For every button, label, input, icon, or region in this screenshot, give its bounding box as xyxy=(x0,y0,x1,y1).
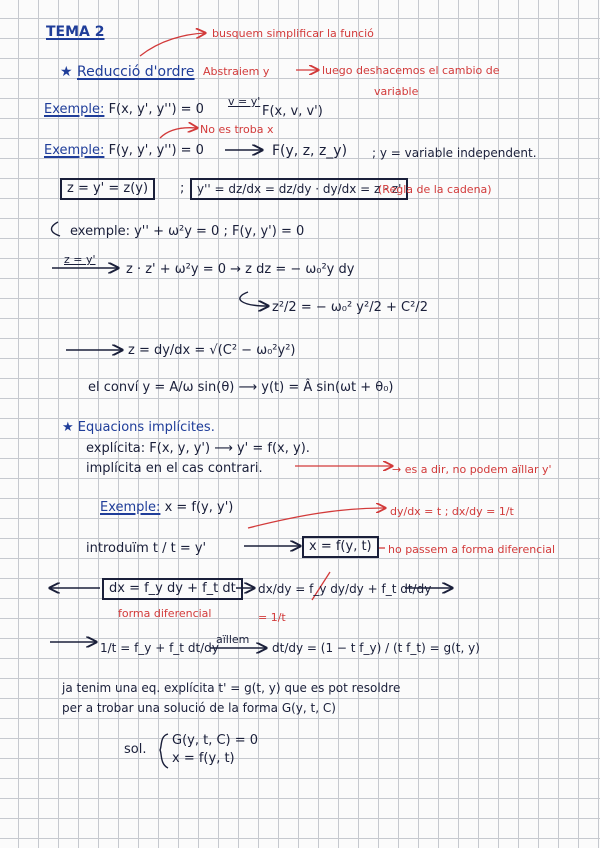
implicit-label: Equacions implícites. xyxy=(77,420,215,435)
note-implicita: → es a dir, no podem aïllar y' xyxy=(392,463,552,476)
eq-final-right: dt/dy = (1 − t f_y) / (t f_t) = g(t, y) xyxy=(272,641,480,655)
text-line-2: per a trobar una solució de la forma G(y, t, C) xyxy=(62,701,336,715)
arrow-red xyxy=(248,508,385,528)
sol-equation-2: x = f(y, t) xyxy=(172,751,235,766)
box-chain-rule: y'' = dz/dx = dz/dy · dy/dx = z · z' xyxy=(190,178,408,200)
box-x-f: x = f(y, t) xyxy=(302,536,379,558)
implicit-heading xyxy=(62,420,215,436)
explicita-line: explícita: F(x, y, y') ⟶ y' = f(x, y). xyxy=(86,441,310,456)
note-forma-diferencial: ho passem a forma diferencial xyxy=(388,543,556,556)
star-icon: ★ xyxy=(62,420,74,435)
ex2-result: F(y, z, z_y) xyxy=(272,143,348,159)
reduccio-heading xyxy=(60,64,195,80)
ex1-substitution: v = y' xyxy=(228,95,261,108)
sol-block xyxy=(172,732,258,768)
arrow-equation: dx/dy = f_y dy/dy + f_t dt/dy xyxy=(258,582,432,596)
introduim-line: introduïm t / t = y' xyxy=(86,541,207,556)
semicolon: ; xyxy=(180,181,185,196)
eq-z2: z²/2 = − ω₀² y²/2 + C²/2 xyxy=(272,300,428,315)
arrow xyxy=(240,292,268,306)
brace xyxy=(160,734,168,768)
note-dydx: dy/dx = t ; dx/dy = 1/t xyxy=(390,505,514,518)
exemple-label: Exemple: xyxy=(100,500,161,515)
sub-label: z = y' xyxy=(64,253,96,266)
note-forma-diferencial-2: forma diferencial xyxy=(118,607,212,620)
exemple-oscillator: exemple: y'' + ω²y = 0 ; F(y, y') = 0 xyxy=(70,224,305,239)
note-no-troba-x: No es troba x xyxy=(200,123,274,136)
note-abstraiem: Abstraiem y xyxy=(203,65,270,78)
tema-title: TEMA 2 xyxy=(46,24,105,40)
eq-final-left: 1/t = f_y + f_t dt/dy xyxy=(100,641,219,655)
arrow xyxy=(52,222,61,236)
exemple-1 xyxy=(44,102,204,118)
eq-z3: z = dy/dx = √(C² − ω₀²y²) xyxy=(128,343,296,358)
arrow-red xyxy=(140,33,205,56)
ex2-note: ; y = variable independent. xyxy=(372,146,537,160)
reduccio-label: Reducció d'ordre xyxy=(77,64,195,80)
note-1-over-t: = 1/t xyxy=(258,611,286,624)
exemple-3 xyxy=(100,500,233,516)
note-variable: variable xyxy=(374,85,419,98)
sol-label: sol. xyxy=(124,742,147,757)
sol-equation-1: G(y, t, C) = 0 xyxy=(172,733,259,748)
aillem-label: aïllem xyxy=(216,633,250,646)
eq-conv: el conví y = A/ω sin(θ) ⟶ y(t) = Â sin(ωt + θ₀) xyxy=(88,380,394,395)
exemple-2 xyxy=(44,143,204,159)
text-line-1: ja tenim una eq. explícita t' = g(t, y) que es pot resoldre xyxy=(62,681,401,695)
regla-cadena: (Regla de la cadena) xyxy=(378,183,492,196)
box-z-substitution: z = y' = z(y) xyxy=(60,178,155,200)
exemple-label: Exemple: xyxy=(44,102,105,117)
ex1-result: F(x, v, v') xyxy=(262,104,323,119)
arrow-red xyxy=(160,128,197,138)
ex1-equation: F(x, y', y'') = 0 xyxy=(108,102,204,117)
ex2-equation: F(y, y', y'') = 0 xyxy=(108,143,204,158)
note-desfarem: luego deshacemos el cambio de xyxy=(322,64,500,77)
eq-z1: z · z' + ω²y = 0 → z dz = − ω₀²y dy xyxy=(126,262,355,277)
star-icon: ★ xyxy=(60,64,73,80)
ex3-equation: x = f(y, y') xyxy=(164,500,234,515)
note-busquem: busquem simplificar la funció xyxy=(212,27,374,40)
exemple-label: Exemple: xyxy=(44,143,105,158)
implicita-line: implícita en el cas contrari. xyxy=(86,461,263,476)
box-dx: dx = f_y dy + f_t dt xyxy=(102,578,243,600)
